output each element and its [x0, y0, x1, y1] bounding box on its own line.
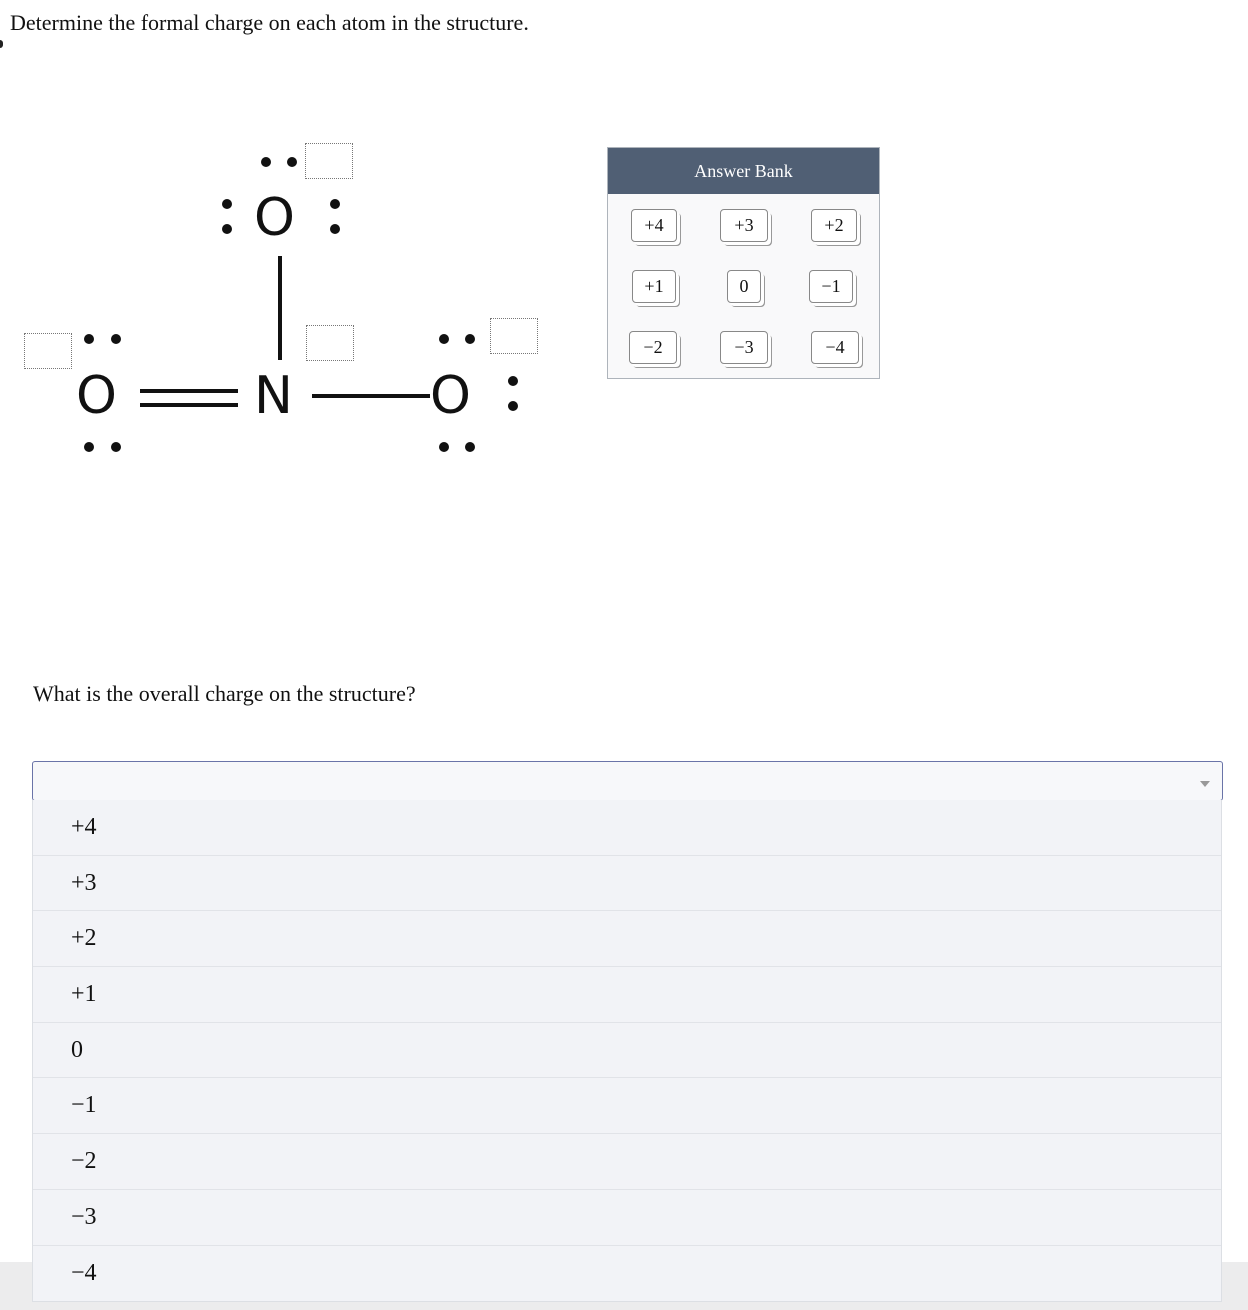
dropdown-option-list — [32, 800, 1222, 1302]
lone-pair-dot — [465, 334, 475, 344]
lone-pair-dot — [84, 334, 94, 344]
lone-pair-dot — [111, 334, 121, 344]
left-oxygen-atom: O — [76, 366, 117, 426]
overall-charge-select[interactable] — [32, 761, 1223, 801]
double-bond-line-2 — [140, 403, 238, 407]
dropdown-option-minus-3[interactable]: −3 — [33, 1190, 1221, 1246]
lone-pair-dot — [508, 401, 518, 411]
left-edge-marker — [0, 40, 3, 48]
answer-token-plus-4[interactable]: +4 — [631, 209, 677, 242]
dropdown-option-plus-4[interactable]: +4 — [33, 800, 1221, 856]
answer-token-minus-1[interactable]: −1 — [809, 270, 853, 303]
dropdown-option-plus-2[interactable]: +2 — [33, 911, 1221, 967]
charge-drop-box-left-oxygen[interactable] — [24, 333, 72, 369]
chevron-down-icon[interactable] — [1200, 781, 1210, 787]
right-oxygen-atom: O — [430, 366, 471, 426]
lewis-structure — [0, 120, 600, 480]
overall-charge-question: What is the overall charge on the structure? — [33, 681, 416, 706]
lone-pair-dot — [465, 442, 475, 452]
charge-drop-box-nitrogen[interactable] — [306, 325, 354, 361]
lone-pair-dot — [111, 442, 121, 452]
dropdown-option-plus-1[interactable]: +1 — [33, 967, 1221, 1023]
nitrogen-atom: N — [254, 366, 293, 426]
dropdown-option-minus-1[interactable]: −1 — [33, 1078, 1221, 1134]
answer-token-plus-3[interactable]: +3 — [720, 209, 768, 242]
answer-bank-title: Answer Bank — [608, 148, 879, 194]
answer-token-minus-4[interactable]: −4 — [811, 331, 859, 364]
dropdown-option-minus-4[interactable]: −4 — [71, 1259, 97, 1286]
single-bond-vertical — [278, 256, 282, 360]
answer-token-plus-1[interactable]: +1 — [632, 270, 676, 303]
answer-token-minus-3[interactable]: −3 — [720, 331, 768, 364]
question-text: Determine the formal charge on each atom in the structure. — [10, 10, 529, 35]
lone-pair-dot — [330, 224, 340, 234]
lone-pair-dot — [222, 199, 232, 209]
lone-pair-dot — [261, 157, 271, 167]
answer-bank — [607, 147, 880, 379]
charge-drop-box-right-oxygen[interactable] — [490, 318, 538, 354]
double-bond-line-1 — [140, 389, 238, 393]
charge-drop-box-top-oxygen[interactable] — [305, 143, 353, 179]
lone-pair-dot — [439, 442, 449, 452]
lone-pair-dot — [439, 334, 449, 344]
lone-pair-dot — [84, 442, 94, 452]
lone-pair-dot — [330, 199, 340, 209]
top-oxygen-atom: O — [254, 188, 295, 248]
lone-pair-dot — [222, 224, 232, 234]
dropdown-option-minus-2[interactable]: −2 — [33, 1134, 1221, 1190]
lone-pair-dot — [508, 376, 518, 386]
dropdown-option-zero[interactable]: 0 — [33, 1023, 1221, 1079]
single-bond-horizontal — [312, 394, 430, 398]
answer-token-zero[interactable]: 0 — [727, 270, 761, 303]
answer-token-plus-2[interactable]: +2 — [811, 209, 857, 242]
lone-pair-dot — [287, 157, 297, 167]
answer-token-minus-2[interactable]: −2 — [629, 331, 677, 364]
dropdown-option-plus-3[interactable]: +3 — [33, 856, 1221, 912]
